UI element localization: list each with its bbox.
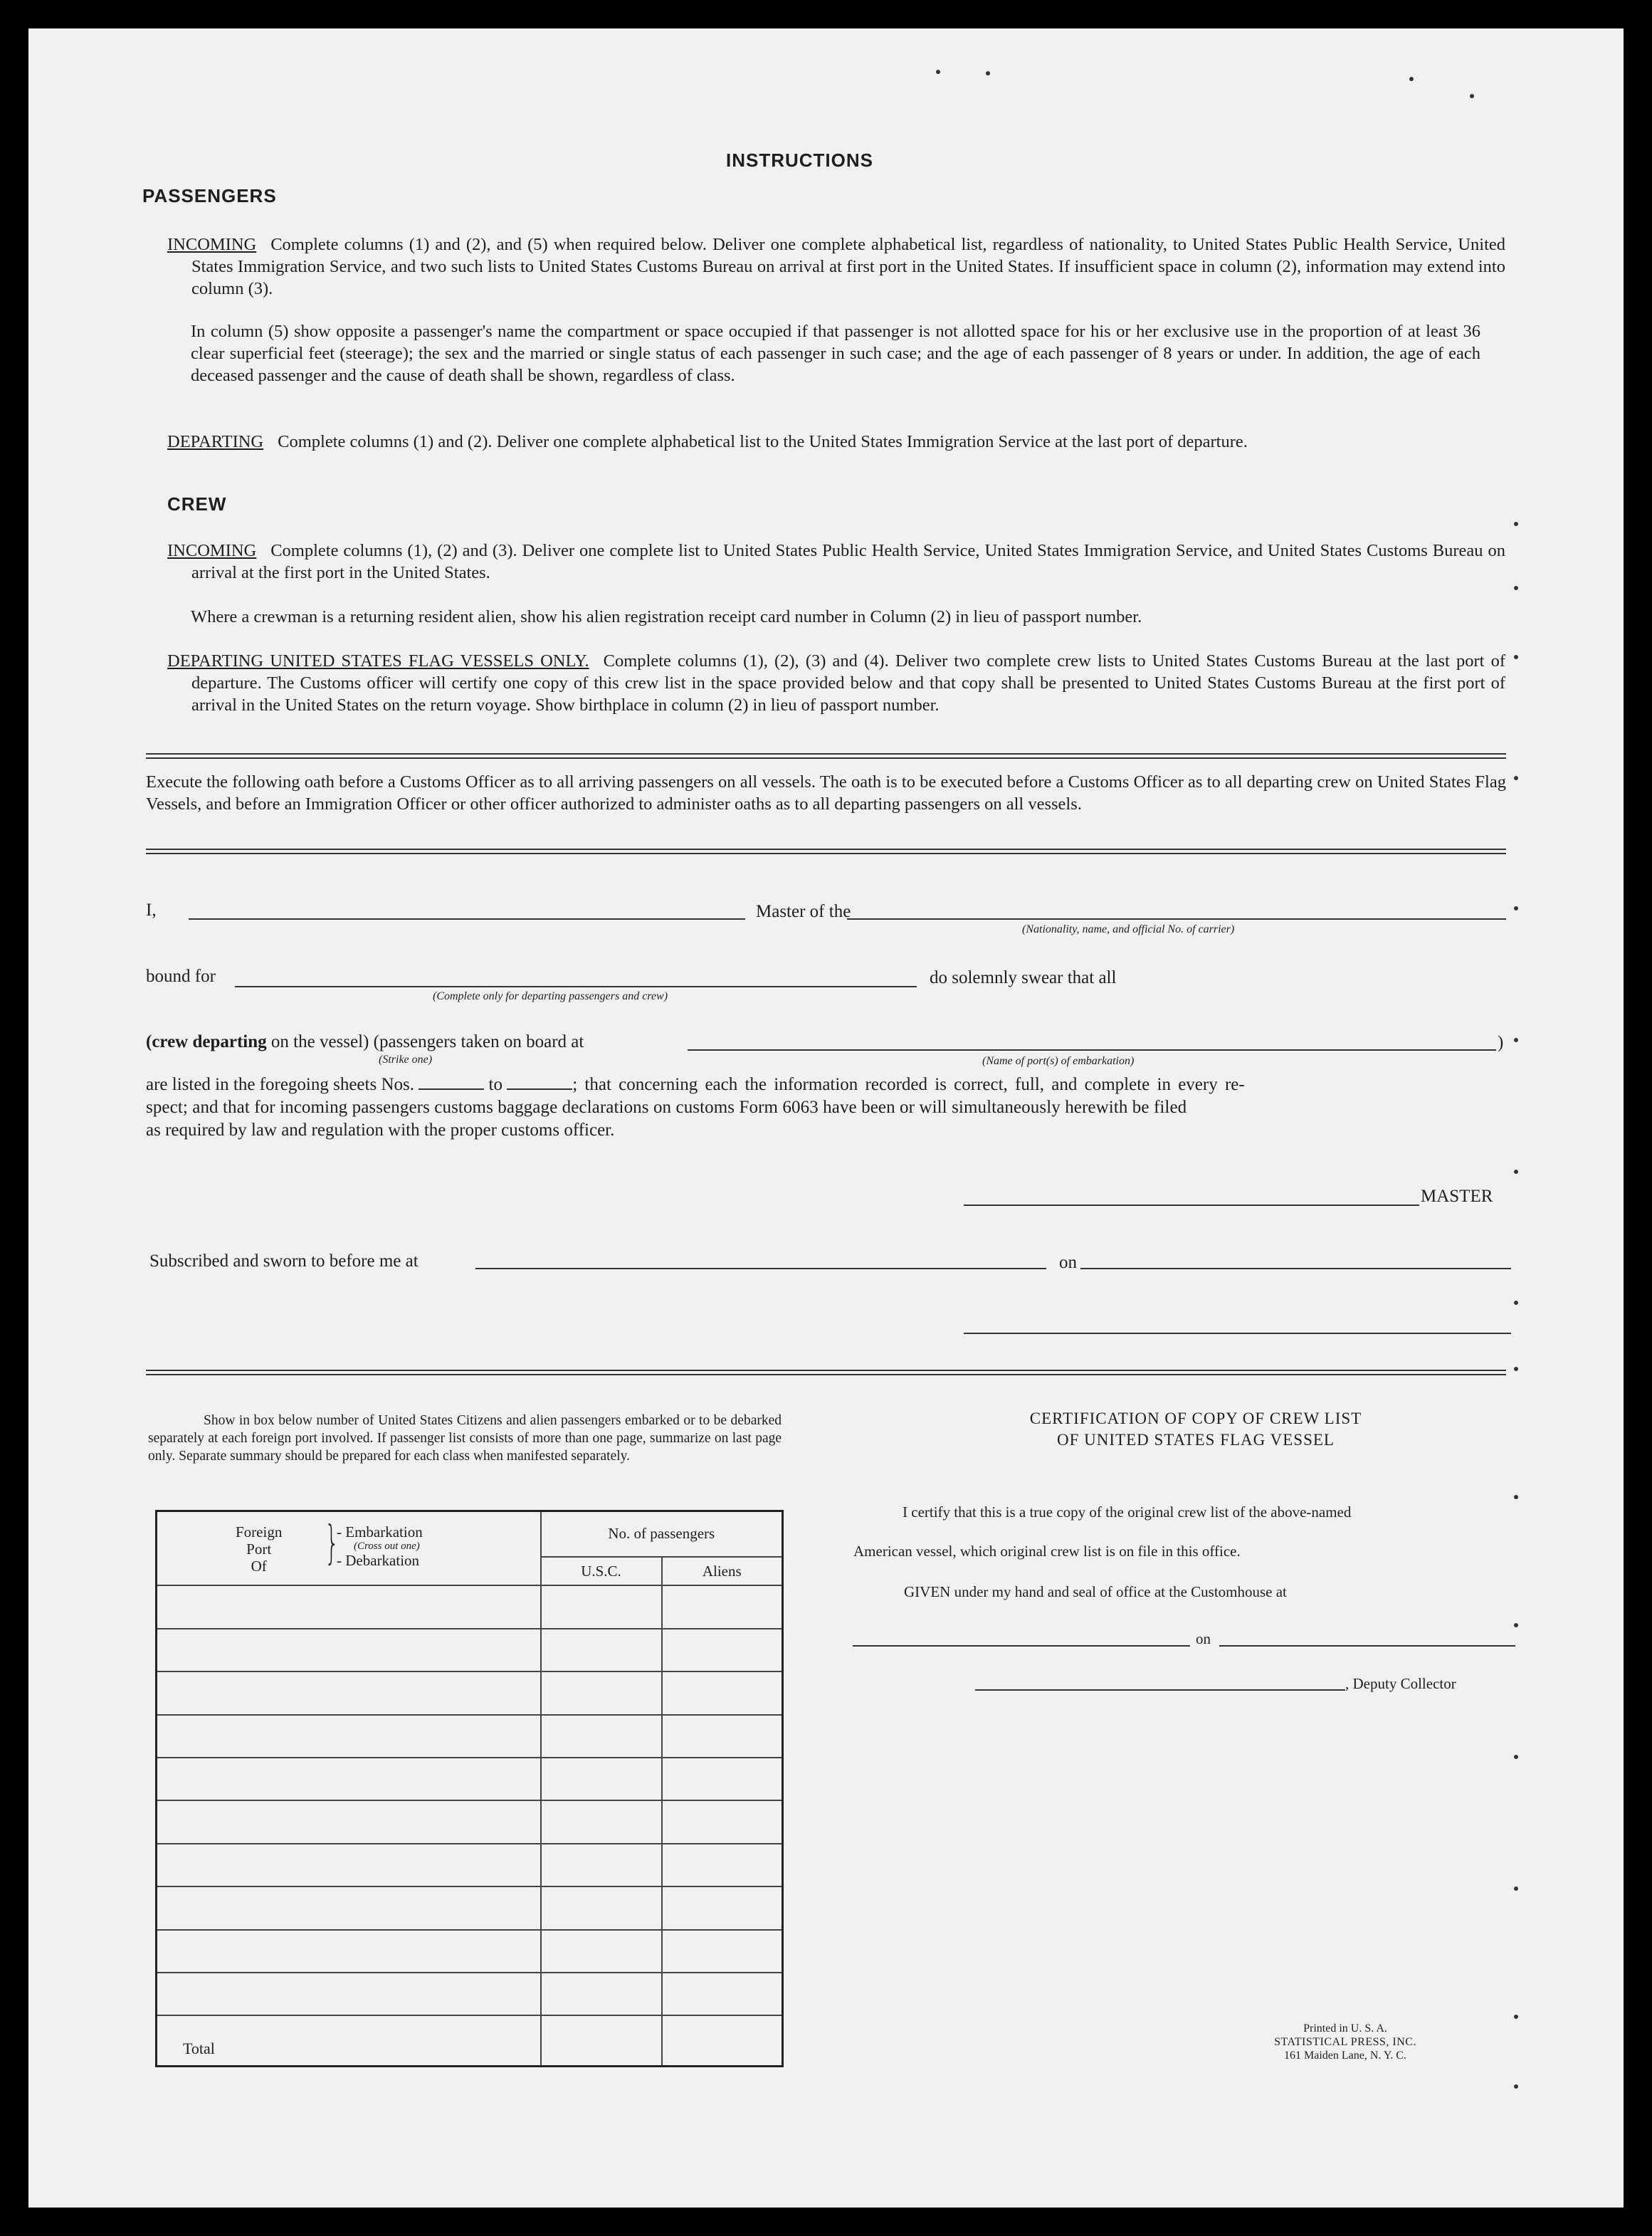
port-cell[interactable] [157,1715,541,1758]
passengers-column5-paragraph: In column (5) show opposite a passenger's name the compartment or space occupied if that passenger is not allotted space for his or her exclusive use in the proportion of at least 36 clear superficial feet (steerage); the sex and the married or single status of each passenger in such case; and the age of each passenger of 8 years or under. In addition, the age of each deceased passenger and the cause of death shall be shown, regardless of class. [191,322,1480,385]
scan-speck [936,70,940,74]
table-row [157,1886,783,1929]
passengers-departing-label: DEPARTING [167,432,264,451]
usc-cell[interactable] [541,1715,662,1758]
scan-speck [1514,2084,1518,2089]
crew-incoming-paragraph [167,540,1505,584]
summary-instructions: Show in box below number of United States Citizens and alien passengers embarked or to be debarked separately at each foreign port involved. If passenger list consists of more than one page, summarize on last page only. Separate summary should be prepared for each class when manifested separately. [148,1413,782,1464]
scan-speck [1514,1367,1518,1371]
table-row [157,1930,783,1973]
aliens-cell[interactable] [662,1758,783,1800]
usc-cell[interactable] [541,1973,662,2015]
crew-departing-text: Complete columns (1), (2), (3) and (4). Deliver two complete crew lists to United States Customs Bureau at the last port of departure. The Customs officer will certify one copy of this crew list in the space provided below and that copy shall be presented to United States Customs Bureau at the first port of arrival in the United States on the return voyage. Show birthplace in column (2) in lieu of passport number. [191,651,1505,715]
scan-speck [1470,94,1474,98]
certification-title-line-1: CERTIFICATION OF COPY OF CREW LIST [1029,1410,1362,1427]
crew-departing-label: DEPARTING UNITED STATES FLAG VESSELS ONLY. [167,651,589,671]
aliens-cell[interactable] [662,1800,783,1843]
passengers-departing-text: Complete columns (1) and (2). Deliver one complete alphabetical list to the United States Immigration Service at the last port of departure. [278,432,1248,451]
scan-speck [1514,1038,1518,1042]
port-cell[interactable] [157,1671,541,1714]
aliens-cell[interactable] [662,1671,783,1714]
listed-line-2: spect; and that for incoming passengers customs baggage declarations on customs Form 6063 have been or will simultaneously herewith be filed [146,1098,1187,1117]
form-page [28,28,1624,2208]
scan-speck [1514,1170,1518,1174]
ports-caption: (Name of port(s) of embarkation) [982,1055,1135,1067]
passengers-departing-paragraph [167,431,1505,453]
total-row [157,2015,783,2066]
passengers-incoming-paragraph [167,233,1505,300]
bound-for-field[interactable] [235,986,917,987]
usc-cell[interactable] [541,1844,662,1886]
table-row [157,1671,783,1714]
bound-for-label: bound for [146,967,216,986]
customhouse-field[interactable] [853,1645,1190,1647]
debarkation-label: - Debarkation [337,1552,420,1569]
oath-instructions: Execute the following oath before a Customs Officer as to all arriving passengers on all vessels. The oath is to be executed before a Customs Officer as to all departing crew on United States Flag Vessels, and before an Immigration Officer or other officer authorized to administer oaths as to all departing passengers on all vessels. [146,772,1506,814]
scan-speck [1514,655,1518,659]
scan-speck [986,71,990,75]
aliens-cell[interactable] [662,1930,783,1973]
port-header [157,1511,541,1586]
crew-departing-paragraph [167,650,1505,716]
given-line: GIVEN under my hand and seal of office at the Customhouse at [904,1583,1287,1600]
passenger-summary-table [155,1510,784,2067]
port-cell[interactable] [157,1844,541,1886]
aliens-cell[interactable] [662,1585,783,1628]
sheet-to-field[interactable] [507,1076,572,1090]
passengers-taken-option[interactable]: (passengers taken on board at [373,1032,584,1051]
section-divider [146,753,1506,759]
deputy-collector-label: , Deputy Collector [1345,1675,1456,1692]
port-cell[interactable] [157,1886,541,1929]
aliens-cell[interactable] [662,1715,783,1758]
master-signature-field[interactable] [964,1204,1419,1206]
close-paren: ) [1498,1033,1504,1052]
embarkation-label: - Embarkation [337,1523,423,1540]
port-cell[interactable] [157,1629,541,1671]
scan-speck [1514,776,1518,780]
certification-on-label: on [1196,1630,1211,1647]
scan-speck [1514,2015,1518,2019]
port-cell[interactable] [157,1585,541,1628]
scan-speck [1409,77,1414,81]
subscribed-date-field[interactable] [1080,1268,1511,1269]
aliens-cell[interactable] [662,1973,783,2015]
passengers-incoming-label: INCOMING [167,235,257,254]
sheet-from-field[interactable] [419,1076,484,1090]
page-title: INSTRUCTIONS [726,149,873,171]
bound-for-caption: (Complete only for departing passengers and crew) [433,990,668,1002]
port-header-of: Of [251,1558,267,1575]
passengers-heading: PASSENGERS [142,185,277,206]
on-the-vessel-text: on the vessel) [270,1032,369,1051]
port-header-foreign: Foreign [236,1523,283,1540]
aliens-header: Aliens [662,1557,783,1585]
carrier-caption: (Nationality, name, and official No. of carrier) [1022,923,1235,935]
strike-one-caption: (Strike one) [379,1054,433,1066]
subscribed-place-field[interactable] [475,1268,1046,1269]
subscribed-label: Subscribed and sworn to before me at [149,1251,419,1271]
certification-title-line-2: OF UNITED STATES FLAG VESSEL [1057,1431,1335,1449]
table-row [157,1585,783,1628]
usc-cell[interactable] [541,1886,662,1929]
crew-heading: CREW [167,493,227,515]
aliens-cell[interactable] [662,1886,783,1929]
usc-cell[interactable] [541,1629,662,1671]
printer-line-1: Printed in U. S. A. [1303,2022,1387,2035]
listed-prefix: are listed in the foregoing sheets Nos. [146,1075,414,1094]
aliens-cell[interactable] [662,1844,783,1886]
usc-cell[interactable] [541,1930,662,1973]
scan-speck [1514,1886,1518,1891]
subscribed-on-label: on [1059,1253,1077,1272]
usc-cell[interactable] [541,1671,662,1714]
scan-speck [1514,586,1518,590]
table-row [157,1973,783,2015]
to-label: to [488,1075,503,1094]
oath-i-label: I, [146,901,157,920]
printer-line-2: STATISTICAL PRESS, INC. [1274,2036,1416,2048]
crew-incoming-text: Complete columns (1), (2) and (3). Deliver one complete list to United States Public Health Service, United States Immigration Service, and United States Customs Bureau on arrival at the first port in the United States. [191,541,1505,582]
port-header-port: Port [246,1540,272,1558]
usc-cell[interactable] [541,1585,662,1628]
officer-signature-field[interactable] [964,1333,1511,1334]
port-cell[interactable] [157,1930,541,1973]
usc-header: U.S.C. [541,1557,662,1585]
crew-returning-paragraph: Where a crewman is a returning resident alien, show his alien registration receipt card number in Column (2) in lieu of passport number. [191,607,1142,626]
listed-line-3: as required by law and regulation with the proper customs officer. [146,1120,615,1140]
master-of-the-label: Master of the [756,902,851,921]
certify-line-2: American vessel, which original crew list is on file in this office. [853,1543,1241,1560]
scan-speck [1514,1755,1518,1759]
passengers-incoming-text: Complete columns (1) and (2), and (5) when required below. Deliver one complete alphabetical list, regardless of nationality, to United States Public Health Service, United States Immigration Service, and two such lists to United States Customs Bureau on arrival at first port in the United States. If insufficient space in column (2), information may extend into column (3). [191,235,1505,298]
brace-icon: } [325,1517,340,1570]
port-cell[interactable] [157,1973,541,2015]
scan-speck [1514,1495,1518,1499]
usc-cell[interactable] [541,1758,662,1800]
port-cell[interactable] [157,1758,541,1800]
sheets-line [146,1075,1245,1095]
section-divider [146,849,1506,854]
crew-departing-option[interactable]: (crew departing [146,1032,267,1051]
cross-out-caption: (Cross out one) [354,1540,420,1552]
total-aliens-cell[interactable] [662,2015,783,2066]
certification-date-field[interactable] [1219,1645,1515,1647]
table-row [157,1800,783,1843]
carrier-field[interactable] [847,918,1506,920]
table-row [157,1844,783,1886]
embarkation-ports-field[interactable] [688,1049,1496,1051]
master-name-field[interactable] [189,918,745,920]
total-usc-cell[interactable] [541,2015,662,2066]
total-label: Total [157,2015,541,2066]
aliens-cell[interactable] [662,1629,783,1671]
printer-imprint [1238,2022,1452,2062]
crew-departing-text [146,1032,584,1052]
no-of-passengers-header: No. of passengers [541,1511,783,1557]
usc-cell[interactable] [541,1800,662,1843]
scan-speck [1514,522,1518,526]
scan-speck [1514,906,1518,910]
scan-speck [1514,1623,1518,1627]
crew-incoming-label: INCOMING [167,541,257,560]
master-label: MASTER [1421,1187,1493,1206]
table-row [157,1629,783,1671]
scan-speck [1514,1301,1518,1305]
section-divider [146,1370,1506,1375]
swear-text: do solemnly swear that all [930,968,1117,987]
port-cell[interactable] [157,1800,541,1843]
deputy-signature-field[interactable] [975,1689,1345,1691]
table-row [157,1715,783,1758]
certify-line-1: I certify that this is a true copy of the original crew list of the above-named [903,1503,1352,1521]
listed-suffix: ; that concerning each the information recorded is correct, full, and complete in every re- [572,1075,1245,1094]
certification-title [925,1408,1466,1451]
printer-line-3: 161 Maiden Lane, N. Y. C. [1284,2049,1406,2062]
table-row [157,1758,783,1800]
